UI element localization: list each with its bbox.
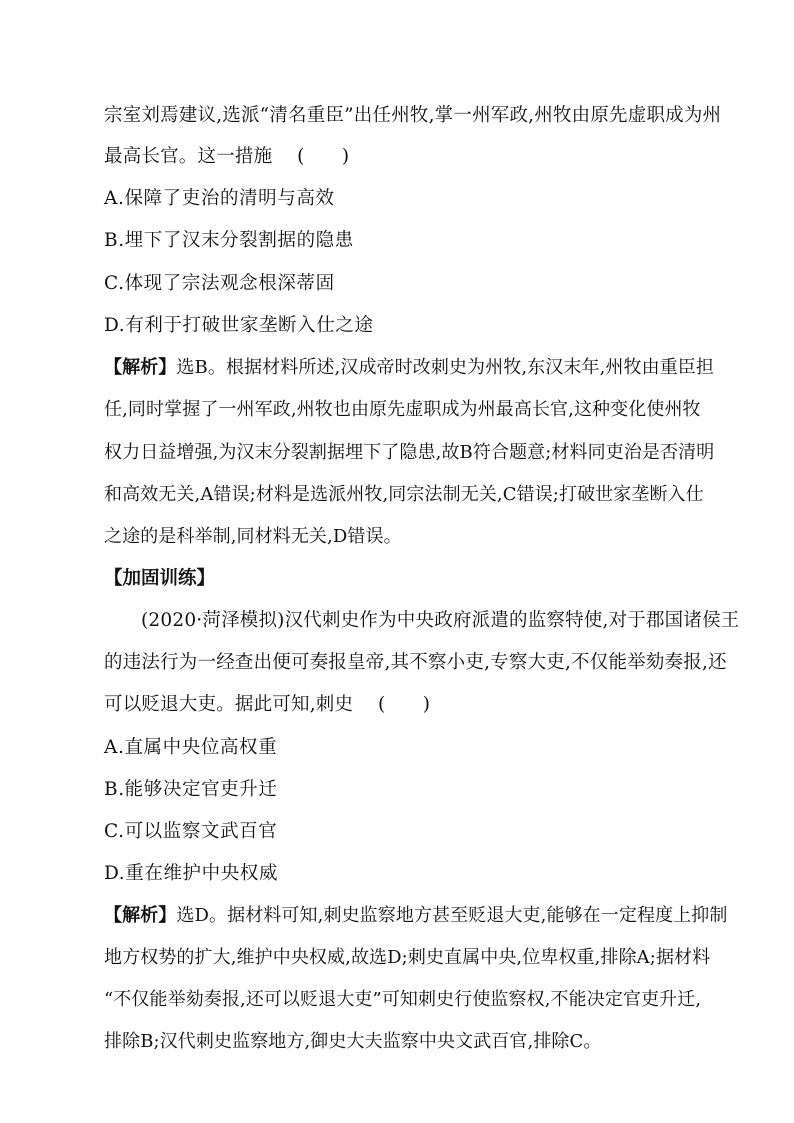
q2-option-b: B.能够决定官吏升迁	[104, 779, 278, 800]
q2-analysis-line-3: “不仅能举劾奏报,还可以贬退大吏”可知刺史行使监察权,不能决定官吏升迁,	[104, 989, 702, 1010]
q2-stem-line-1: (2020·菏泽模拟)汉代刺史作为中央政府派遣的监察特使,对于郡国诸侯王	[141, 610, 740, 631]
q1-option-b: B.埋下了汉末分裂割据的隐患	[104, 230, 354, 251]
section-title: 【加固训练】	[104, 568, 216, 589]
q2-option-a: A.直属中央位高权重	[104, 737, 278, 758]
q1-analysis-line-5: 之途的是科举制,同材料无关,D错误。	[104, 526, 402, 547]
q2-analysis-text: 选D。据材料可知,刺史监察地方甚至贬退大吏,能够在一定程度上抑制	[176, 905, 728, 926]
q2-analysis-line-1	[104, 904, 744, 928]
q2-analysis-line-4: 排除B;汉代刺史监察地方,御史大夫监察中央文武百官,排除C。	[104, 1031, 602, 1052]
q1-option-c: C.体现了宗法观念根深蒂固	[104, 273, 335, 294]
q2-stem-line-3: 可以贬退大吏。据此可知,刺史 ( )	[104, 694, 431, 715]
q1-option-d: D.有利于打破世家垄断入仕之途	[104, 315, 374, 336]
q2-analysis-tag: 【解析】	[104, 905, 177, 926]
q1-stem-line-2: 最高长官。这一措施 ( )	[104, 146, 350, 167]
q1-analysis-line-4: 和高效无关,A错误;材料是选派州牧,同宗法制无关,C错误;打破世家垄断入仕	[104, 484, 704, 505]
q1-analysis-line-2: 任,同时掌握了一州军政,州牧也由原先虚职成为州最高长官,这种变化使州牧	[104, 399, 701, 420]
q1-analysis-line-3: 权力日益增强,为汉末分裂割据埋下了隐患,故B符合题意;材料同吏治是否清明	[104, 442, 715, 463]
q2-option-c: C.可以监察文武百官	[104, 821, 278, 842]
q1-analysis-tag: 【解析】	[104, 357, 177, 378]
q1-analysis-line-1	[104, 356, 744, 380]
q2-stem-line-2: 的违法行为一经查出便可奏报皇帝,其不察小吏,专察大吏,不仅能举劾奏报,还	[104, 652, 727, 673]
q1-analysis-text: 选B。根据材料所述,汉成帝时改刺史为州牧,东汉末年,州牧由重臣担	[176, 357, 714, 378]
q1-option-a: A.保障了吏治的清明与高效	[104, 188, 335, 209]
q2-analysis-line-2: 地方权势的扩大,维护中央权威,故选D;刺史直属中央,位卑权重,排除A;据材料	[104, 947, 711, 968]
q2-option-d: D.重在维护中央权威	[104, 863, 279, 884]
q1-stem-line-1: 宗室刘焉建议,选派“清名重臣”出任州牧,掌一州军政,州牧由原先虚职成为州	[104, 105, 722, 126]
